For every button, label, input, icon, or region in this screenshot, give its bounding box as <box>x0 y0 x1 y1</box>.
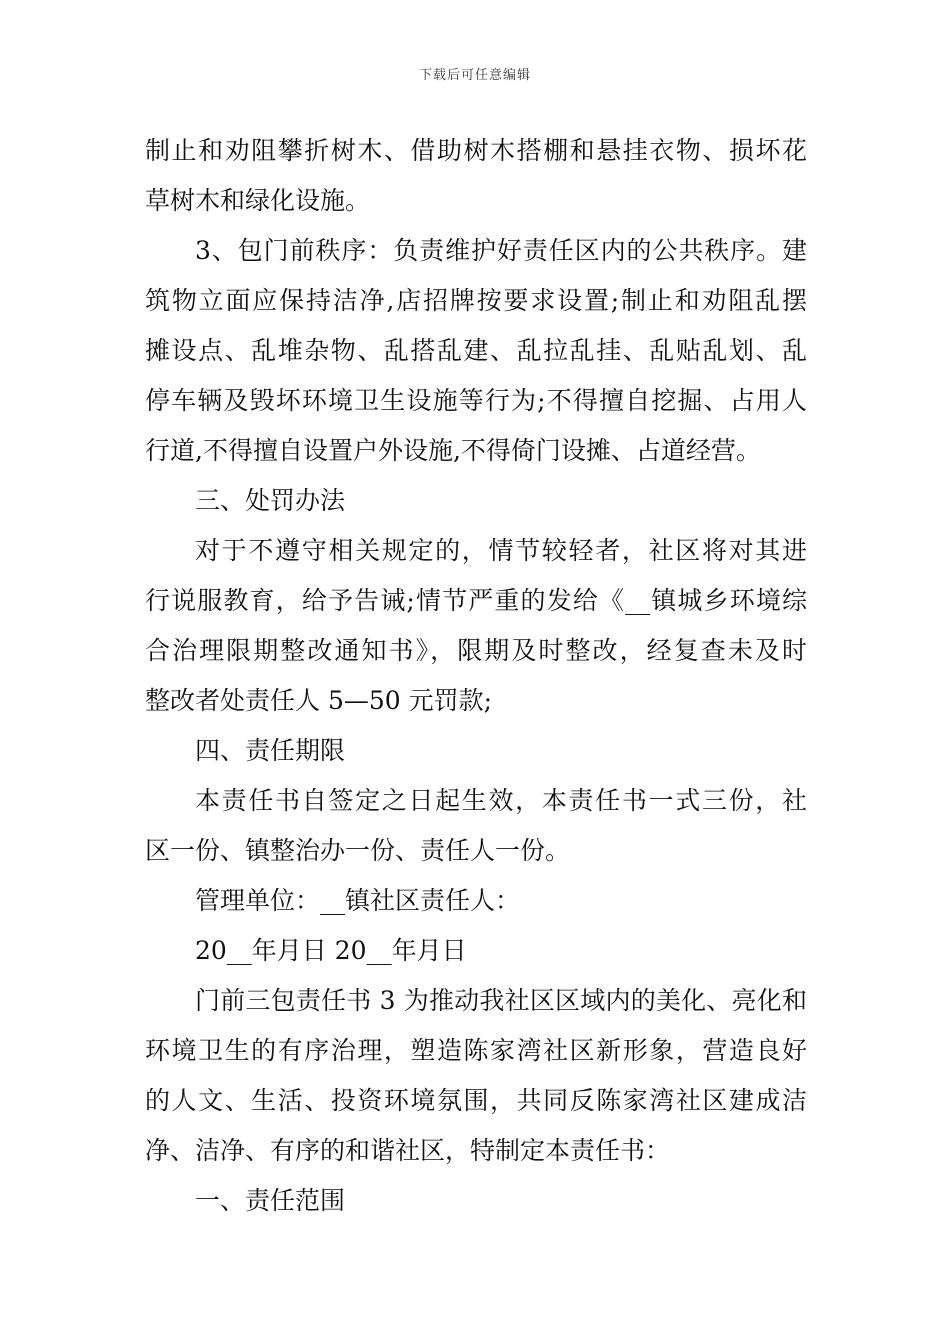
section-heading-penalty <box>145 476 807 526</box>
text-line: 停车辆及毁坏环境卫生设施等行为;不得擅自挖掘、占用人 <box>145 386 807 415</box>
signature-line <box>145 876 807 926</box>
text-line: 3、包门前秩序：负责维护好责任区内的公共秩序。建 <box>195 236 807 265</box>
text-line: 门前三包责任书 3 为推动我社区区域内的美化、亮化和 <box>195 986 807 1015</box>
text-line: 的人文、生活、投资环境氛围，共同反陈家湾社区建成洁 <box>145 1086 807 1115</box>
text-line: 行道,不得擅自设置户外设施,不得倚门设摊、占道经营。 <box>145 436 761 465</box>
text-line: 管理单位：__镇社区责任人： <box>195 886 521 915</box>
text-line: 整改者处责任人 5—50 元罚款; <box>145 686 493 715</box>
heading-text: 三、处罚办法 <box>195 486 346 515</box>
paragraph-green-protection <box>145 126 807 226</box>
text-line: 对于不遵守相关规定的，情节较轻者，社区将对其进 <box>195 536 807 565</box>
text-line: 合治理限期整改通知书》，限期及时整改，经复查未及时 <box>145 636 807 665</box>
text-line: 20__年月日 20__年月日 <box>195 936 467 965</box>
text-line: 行说服教育，给予告诫;情节严重的发给《__镇城乡环境综 <box>145 586 807 615</box>
paragraph-term <box>145 776 807 876</box>
text-line: 本责任书自签定之日起生效，本责任书一式三份，社 <box>195 786 807 815</box>
paragraph-order <box>145 226 807 476</box>
paragraph-penalty <box>145 526 807 726</box>
text-line: 筑物立面应保持洁净,店招牌按要求设置;制止和劝阻乱摆 <box>145 286 807 315</box>
paragraph-responsibility-book-3 <box>145 976 807 1176</box>
text-line: 区一份、镇整治办一份、责任人一份。 <box>145 836 571 865</box>
text-line: 摊设点、乱堆杂物、乱搭乱建、乱拉乱挂、乱贴乱划、乱 <box>145 336 807 365</box>
text-line: 环境卫生的有序治理，塑造陈家湾社区新形象，营造良好 <box>145 1036 807 1065</box>
section-heading-scope <box>145 1176 807 1226</box>
text-line: 制止和劝阻攀折树木、借助树木搭棚和悬挂衣物、损坏花 <box>145 136 807 165</box>
heading-text: 一、责任范围 <box>195 1186 346 1215</box>
text-line: 草树木和绿化设施。 <box>145 186 371 215</box>
heading-text: 四、责任期限 <box>195 736 346 765</box>
section-heading-term <box>145 726 807 776</box>
date-line <box>145 926 807 976</box>
page-header: 下载后可任意编辑 <box>418 68 531 83</box>
document-body <box>145 126 807 1226</box>
text-line: 净、洁净、有序的和谐社区，特制定本责任书： <box>145 1136 671 1165</box>
